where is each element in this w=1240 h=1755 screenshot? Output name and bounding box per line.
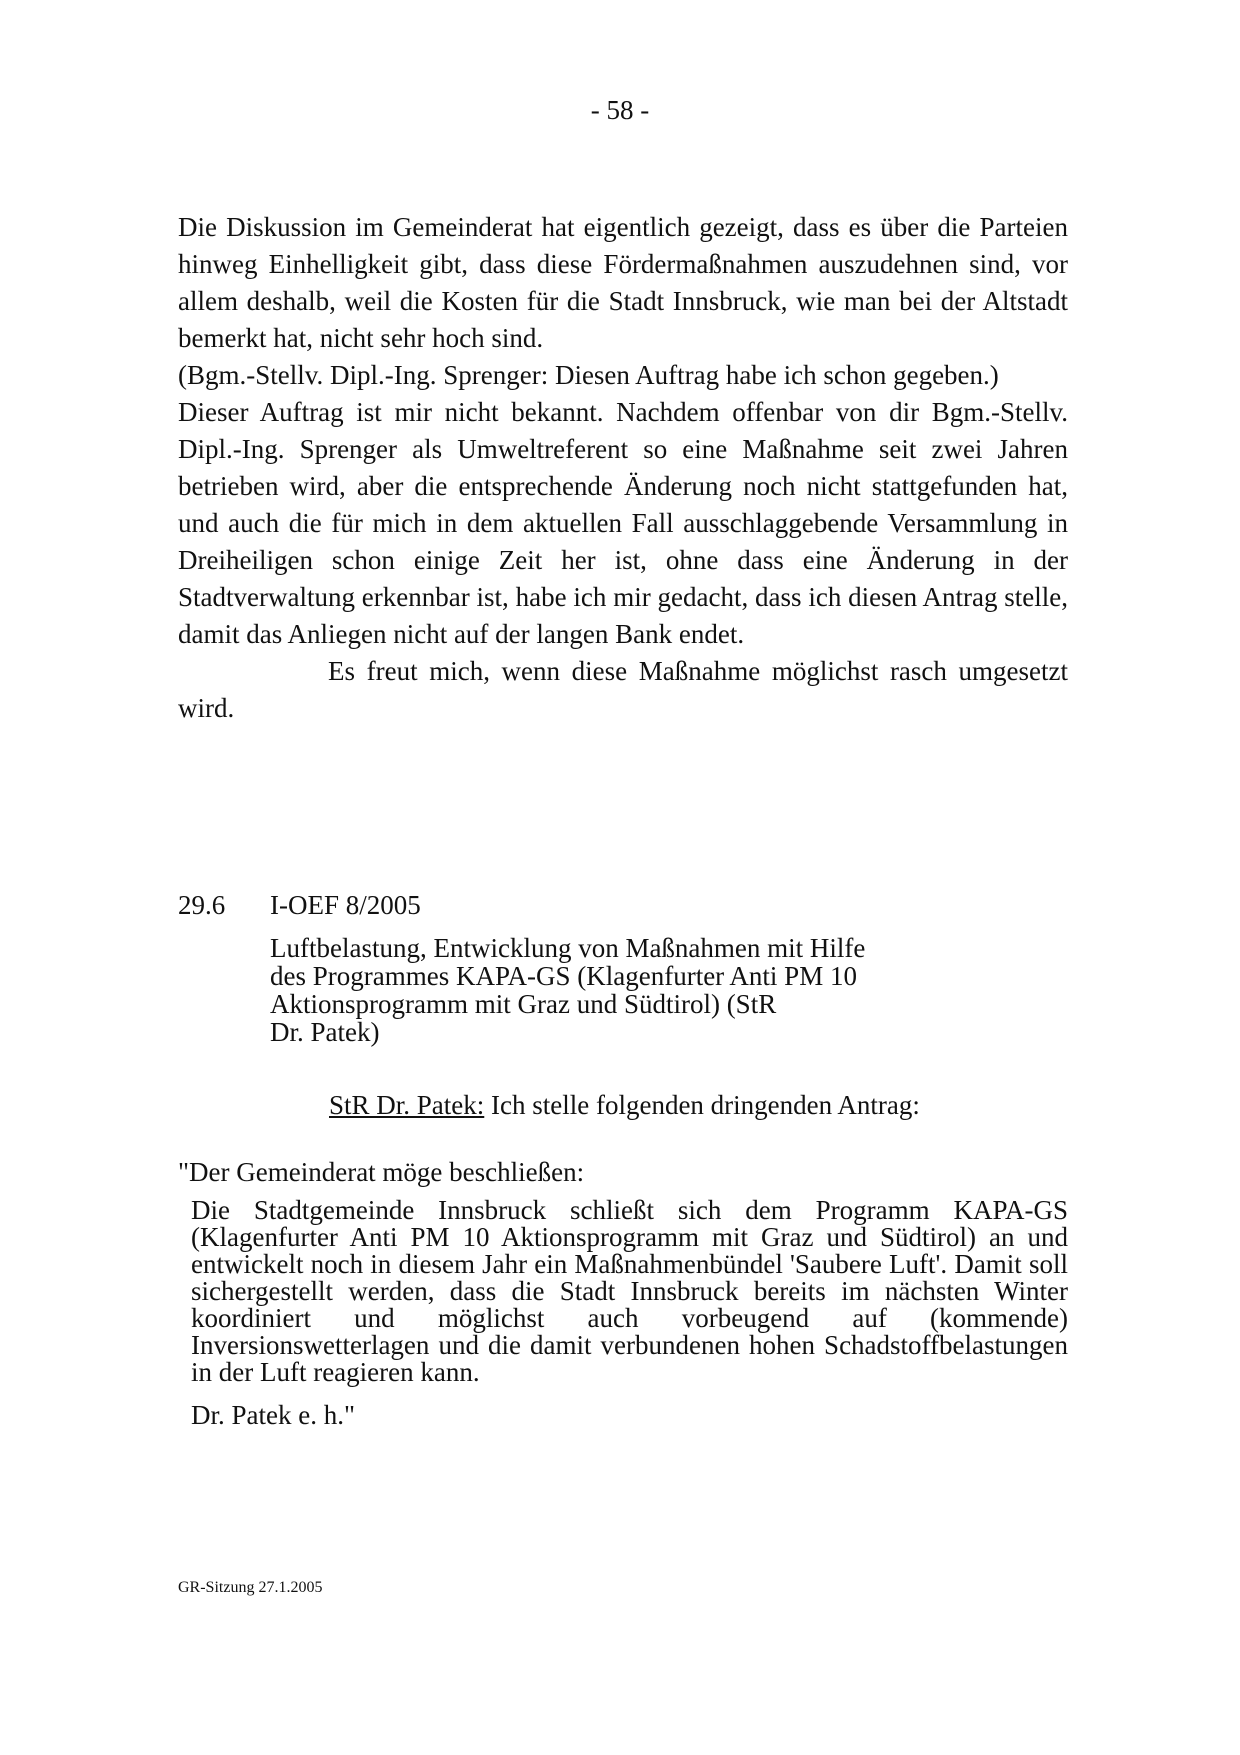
intro-paragraph: Dieser Auftrag ist mir nicht bekannt. Nachdem offenbar von dir Bgm.-Stellv. Dipl.-Ing. Sprenger als Umweltreferent so eine Maßnahme seit zwei Jahren betrieben wird, aber die entsprechende Änderung noch nicht stattgefunden hat, und auch die für mich in dem aktuellen Fall ausschlaggebende Versammlung in Dreiheiligen schon einige Zeit her ist, ohne dass eine Änderung in der Stadtverwaltung erkennbar ist, habe ich mir gedacht, dass ich diesen Antrag stelle, damit das Anliegen nicht auf der langen Bank endet. bbox=[178, 397, 1068, 649]
intro-section bbox=[178, 209, 1068, 727]
agenda-item-subject-line: Aktionsprogramm mit Graz und Südtirol) (StR bbox=[270, 989, 777, 1019]
speaker-name: StR Dr. Patek: bbox=[329, 1090, 485, 1120]
agenda-item-subject-line: Luftbelastung, Entwicklung von Maßnahmen mit Hilfe bbox=[270, 933, 866, 963]
closing-paragraph: Es freut mich, wenn diese Maßnahme möglichst rasch umgesetzt wird. bbox=[178, 656, 1068, 723]
intro-paragraph: Die Diskussion im Gemeinderat hat eigentlich gezeigt, dass es über die Parteien hinweg Einhelligkeit gibt, dass diese Fördermaßnahmen auszudehnen sind, vor allem deshalb, weil die Kosten für die Stadt Innsbruck, wie man bei der Altstadt bemerkt hat, nicht sehr hoch sind. bbox=[178, 212, 1068, 353]
speaker-line bbox=[329, 1087, 920, 1123]
page-number: - 58 - bbox=[590, 95, 650, 125]
page-footer: GR-Sitzung 27.1.2005 bbox=[178, 1579, 323, 1596]
motion-text: Die Stadtgemeinde Innsbruck schließt sich dem Programm KAPA-GS (Klagenfurter Anti PM 10 Aktionsprogramm mit Graz und Südtirol) an und entwickelt noch in diesem Jahr ein Maßnahmenbündel 'Saubere Luft'. Damit soll sichergestellt werden, dass die Stadt Innsbruck bereits im nächsten Winter koordiniert und möglichst auch vorbeugend auf (kommende) Inversionswetterlagen und die damit verbundenen hohen Schadstoffbelastungen in der Luft reagieren kann. bbox=[191, 1195, 1068, 1387]
agenda-item-subject bbox=[270, 934, 990, 1046]
agenda-item-subject-line: des Programmes KAPA-GS (Klagenfurter Anti PM 10 bbox=[270, 961, 857, 991]
agenda-item-code: I-OEF 8/2005 bbox=[270, 890, 421, 920]
agenda-item-subject-line: Dr. Patek) bbox=[270, 1017, 380, 1047]
interjection-paragraph: (Bgm.-Stellv. Dipl.-Ing. Sprenger: Diesen Auftrag habe ich schon gegeben.) bbox=[178, 360, 999, 390]
motion-signature: Dr. Patek e. h." bbox=[191, 1400, 355, 1430]
speaker-statement: Ich stelle folgenden dringenden Antrag: bbox=[484, 1090, 920, 1120]
motion-intro: "Der Gemeinderat möge beschließen: bbox=[178, 1157, 585, 1187]
agenda-item-number: 29.6 bbox=[178, 890, 226, 920]
